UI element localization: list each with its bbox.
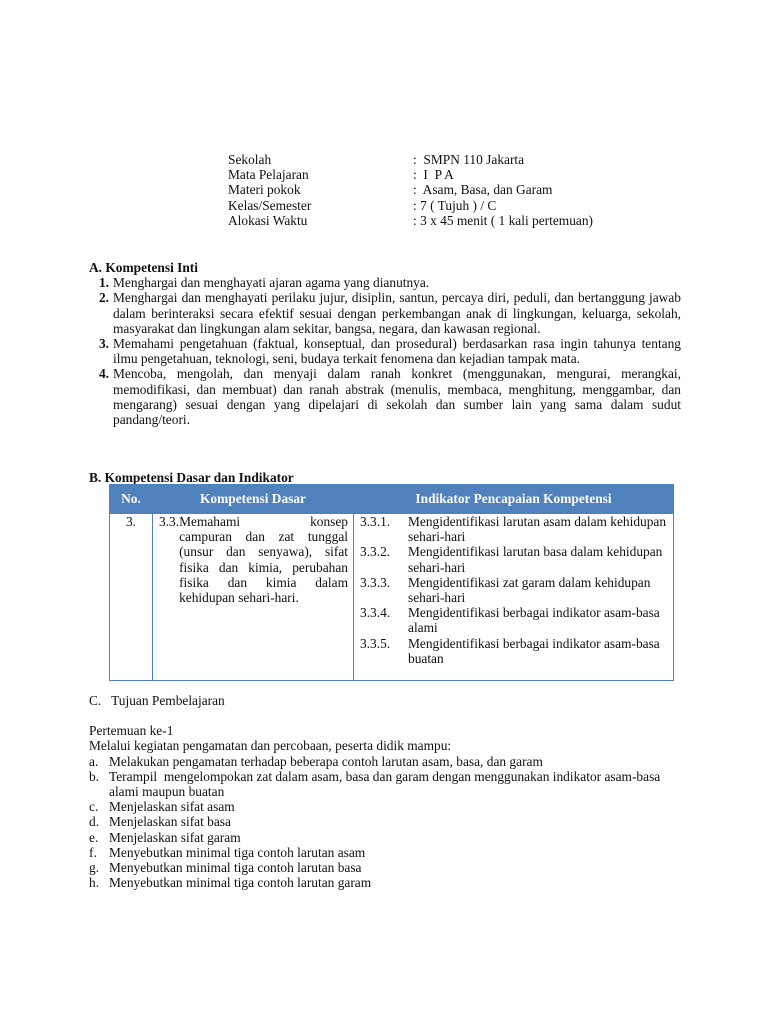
indicator-number: 3.3.4. [360,605,391,621]
identity-value: : 7 ( Tujuh ) / C [413,197,497,213]
list-item [89,830,681,845]
list-item [89,275,681,290]
list-item [89,336,681,366]
kd-second-word: konsep [310,514,348,529]
list-item [89,290,681,336]
list-text: Menyebutkan minimal tiga contoh larutan garam [109,875,372,891]
identity-value: : I P A [413,167,454,183]
list-text: Memahami pengetahuan (faktual, konseptual, dan prosedural) berdasarkan rasa ingin tahunya tentang ilmu pengetahuan, teknologi, seni, budaya terkait fenomena dan kejadian tampak mata. [113,336,681,367]
list-item [89,860,681,875]
list-item [89,814,681,829]
cell-basic-competence [153,514,354,681]
list-text: Menghargai dan menghayati perilaku jujur, disiplin, santun, percaya diri, peduli, dan bertanggung jawab dalam berinteraksi secara efektif sesuai dengan perkembangan anak di lingkungan, keluarga, sekolah, masyarakat dan lingkungan alam sekitar, bangsa, negara, dan kawasan regional. [113,290,681,336]
identity-value: : SMPN 110 Jakarta [413,152,525,167]
list-text: Mencoba, mengolah, dan menyaji dalam ranah konkret (menggunakan, mengurai, merangkai, memodifikasi, dan membuat) dan ranah abstrak (menulis, membaca, menghitung, menggambar, dan mengarang) sesuai dengan yang dipelajari di sekolah dan sumber lain yang sama dalam sudut pandang/teori. [113,366,681,428]
list-number: 2. [98,290,109,306]
list-text: Menghargai dan menghayati ajaran agama yang dianutnya. [113,275,430,291]
indicator-item [360,514,667,544]
identity-block [228,152,593,228]
identity-row-topic [228,182,593,197]
kd-number: 3.3. [159,514,180,529]
section-core-competence [89,260,681,427]
identity-label: Sekolah [228,152,272,167]
list-item [89,754,681,769]
identity-row-class [228,198,593,213]
list-letter: g. [89,860,100,876]
cell-indicators [354,514,674,681]
list-text: Terampil mengelompokan zat dalam asam, basa dan garam dengan menggunakan indikator asam-basa alami maupun buatan [109,768,664,800]
list-letter: e. [89,829,99,845]
list-text: Menyebutkan minimal tiga contoh larutan asam [109,844,366,860]
list-letter: a. [89,753,99,769]
list-item [89,845,681,860]
objectives-intro: Melalui kegiatan pengamatan dan percobaan, peserta didik mampu: [89,738,452,754]
indicator-item [360,605,667,635]
indicator-item [360,575,667,605]
header-no: No. [110,485,153,514]
table-header-row [110,485,674,514]
list-item [89,875,681,890]
indicator-item [360,636,667,666]
identity-label: Alokasi Waktu [228,212,308,228]
indicator-number: 3.3.2. [360,544,391,560]
list-number: 4. [98,366,109,382]
list-letter: h. [89,875,100,891]
list-item [89,366,681,427]
section-c-title: C. Tujuan Pembelajaran [89,693,225,708]
indicator-number: 3.3.3. [360,574,391,590]
header-indicator: Indikator Pencapaian Kompetensi [354,485,674,514]
indicator-text: Mengidentifikasi berbagai indikator asam-basa buatan [408,635,660,666]
indicator-text: Mengidentifikasi larutan asam dalam kehidupan sehari-hari [408,514,667,545]
competence-table [109,484,674,681]
identity-value: : 3 x 45 menit ( 1 kali pertemuan) [413,212,593,228]
list-number: 3. [98,336,109,352]
identity-row-time [228,213,593,228]
header-basic-competence: Kompetensi Dasar [153,485,354,514]
identity-value: : Asam, Basa, dan Garam [413,182,553,198]
meeting-label: Pertemuan ke-1 [89,723,174,739]
list-text: Menyebutkan minimal tiga contoh larutan basa [109,860,362,876]
identity-row-school [228,152,593,167]
list-number: 1. [98,275,109,291]
identity-label: Materi pokok [228,182,301,198]
kd-first-word: Memahami [179,514,241,529]
indicator-item [360,544,667,574]
section-learning-objectives [89,693,681,890]
list-text: Menjelaskan sifat basa [109,814,231,830]
indicator-text: Mengidentifikasi berbagai indikator asam-basa alami [408,605,660,636]
indicator-number: 3.3.1. [360,514,391,529]
list-letter: f. [89,844,97,860]
indicator-text: Mengidentifikasi zat garam dalam kehidupan sehari-hari [408,574,651,606]
section-b-title: B. Kompetensi Dasar dan Indikator [89,470,294,485]
indicator-number: 3.3.5. [360,635,391,651]
identity-row-subject [228,167,593,182]
list-item [89,769,681,799]
cell-no: 3. [110,514,153,681]
list-letter: b. [89,768,100,784]
section-a-title: A. Kompetensi Inti [89,260,198,275]
identity-label: Kelas/Semester [228,197,312,213]
kd-text: campuran dan zat tunggal (unsur dan senyawa), sifat fisika dan kimia, perubahan fisika dan kimia dalam kehidupan sehari-hari. [179,529,348,606]
list-item [89,799,681,814]
list-letter: d. [89,814,100,830]
indicator-text: Mengidentifikasi larutan basa dalam kehidupan sehari-hari [408,544,663,575]
table-row [110,514,674,681]
identity-label: Mata Pelajaran [228,167,309,183]
list-letter: c. [89,799,99,815]
list-text: Menjelaskan sifat garam [109,829,241,845]
list-text: Menjelaskan sifat asam [109,799,235,815]
list-text: Melakukan pengamatan terhadap beberapa contoh larutan asam, basa, dan garam [109,753,543,769]
